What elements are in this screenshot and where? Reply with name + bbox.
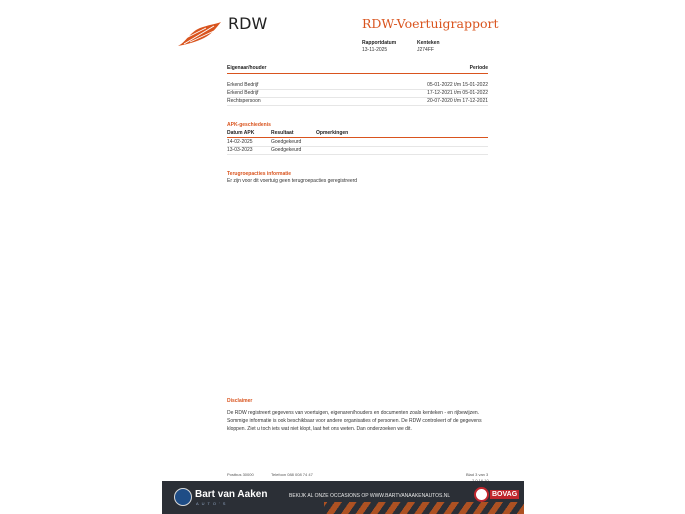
apk-date-cell: 13-03-2023 [227,147,253,153]
owner-cell: Erkend Bedrijf [227,82,259,88]
report-date-value: 13-11-2025 [362,47,388,53]
brand-name: RDW [228,14,268,33]
report-date-label: Rapportdatum [362,40,397,46]
disclaimer-heading: Disclaimer [227,398,253,404]
apk-divider [227,137,488,138]
apk-result-cell: Goedgekeurd [271,147,302,153]
banner-link-text[interactable]: BEKIJK AL ONZE OCCASIONS OP WWW.BARTVANAAKENAUTOS.NL [289,493,451,499]
owners-divider [227,73,488,74]
owner-column-header: Eigenaar/houder [227,65,267,71]
apk-date-cell: 14-02-2025 [227,139,253,145]
dealer-logo-icon [174,488,192,506]
period-cell: 17-12-2021 t/m 05-01-2022 [427,90,488,96]
period-column-header: Periode [469,65,488,71]
footer-phone: Telefoon 088 008 74 47 [271,472,313,477]
row-divider [227,105,488,106]
plate-label: Kenteken [417,40,440,46]
document-title: RDW-Voertuigrapport [362,16,499,31]
apk-result-cell: Goedgekeurd [271,139,302,145]
plate-value: J274FF [417,47,434,53]
recall-heading: Terugroepacties informatie [227,171,292,177]
footer-postbus: Postbus 30000 [227,472,254,477]
bovag-logo-icon [474,487,489,502]
rdw-logo-icon [176,20,222,48]
bovag-badge: BOVAG [492,491,518,498]
owner-cell: Erkend Bedrijf [227,90,259,96]
owners-header [227,65,488,71]
banner-stripes [324,502,524,514]
apk-remarks-column-header: Opmerkingen [316,130,349,136]
row-divider [227,154,488,155]
footer-page-number: Blad 3 van 3 [466,472,489,477]
period-cell: 20-07-2020 t/m 17-12-2021 [427,98,488,104]
dealer-subtitle: AUTO'S [196,501,229,506]
dealer-name: Bart van Aaken [195,489,268,500]
owner-cell: Rechtspersoon [227,98,261,104]
dealer-banner[interactable] [162,481,524,514]
apk-date-column-header: Datum APK [227,130,255,136]
disclaimer-text: De RDW registreert gegevens van voertuigen, eigenaren/houders en documenten zoals kenteken - en rijbewijzen. Sommige informatie is ook beschikbaar voor andere organisaties of personen. De RDW controleert of de gegevens kloppen. Ziet u toch iets wat niet klopt, laat het ons weten. Dan onderzoeken we dit. [227,410,482,432]
apk-heading: APK-geschiedenis [227,122,271,128]
period-cell: 05-01-2022 t/m 15-01-2022 [427,82,488,88]
apk-result-column-header: Resultaat [271,130,294,136]
recall-text: Er zijn voor dit voertuig geen terugroepacties geregistreerd [227,178,358,184]
